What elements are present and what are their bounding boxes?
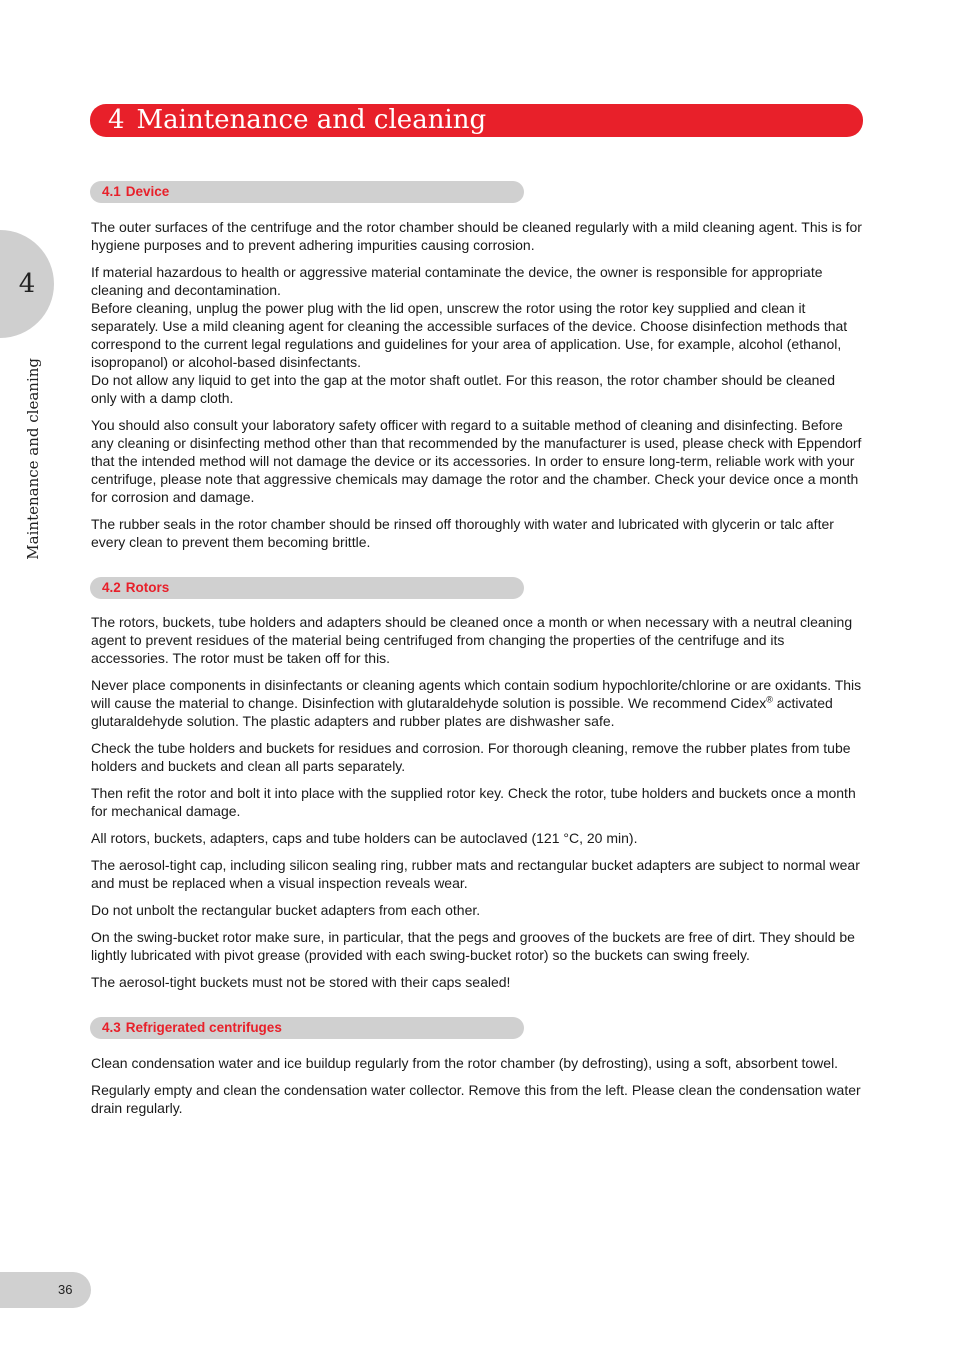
side-chapter-tab: [0, 230, 54, 338]
side-tab-number: 4: [18, 269, 36, 299]
registered-mark: ®: [766, 694, 773, 705]
paragraph: All rotors, buckets, adapters, caps and tube holders can be autoclaved (121 °C, 20 min).: [91, 830, 638, 846]
section-number: 4.3: [102, 1020, 121, 1035]
chapter-number: 4: [108, 105, 125, 135]
paragraph: On the swing-bucket rotor make sure, in particular, that the pegs and grooves of the buckets are free of dirt. They should be lightly lubricated with pivot grease (provided with each swing-bucket rotor) so the buckets can swing freely.: [91, 929, 855, 963]
section-title: [102, 577, 169, 599]
paragraph: If material hazardous to health or aggressive material contaminate the device, the owner is responsible for appropriate cleaning and decontamination.: [91, 264, 823, 298]
section-title: [102, 181, 169, 203]
section-title-text: Device: [125, 184, 170, 199]
paragraph: The outer surfaces of the centrifuge and the rotor chamber should be cleaned regularly with a mild cleaning agent. This is for hygiene purposes and to prevent adhering impurities causing corrosion.: [91, 219, 862, 253]
page-number-tab: [0, 1272, 91, 1308]
section-number: 4.1: [102, 184, 121, 199]
section-body-device: [91, 218, 863, 560]
chapter-title-text: Maintenance and cleaning: [136, 105, 487, 135]
paragraph: Do not unbolt the rectangular bucket adapters from each other.: [91, 902, 481, 918]
section-title: [102, 1017, 282, 1039]
chapter-title: [108, 104, 486, 137]
section-header-rotors: [90, 577, 524, 599]
side-chapter-label: Maintenance and cleaning: [24, 358, 42, 560]
paragraph: The aerosol-tight buckets must not be stored with their caps sealed!: [91, 974, 511, 990]
page-number: 36: [58, 1282, 73, 1297]
paragraph: The aerosol-tight cap, including silicon sealing ring, rubber mats and rectangular bucket adapters are subject to normal wear and must be replaced when a visual inspection reveals wear.: [91, 857, 860, 891]
paragraph: Do not allow any liquid to get into the gap at the motor shaft outlet. For this reason, the rotor chamber should be cleaned only with a damp cloth.: [91, 372, 835, 406]
paragraph: [91, 676, 863, 730]
paragraph-text: activated glutaraldehyde solution. The plastic adapters and rubber plates are dishwasher safe.: [91, 695, 833, 729]
paragraph: The rubber seals in the rotor chamber should be rinsed off thoroughly with water and lubricated with glycerin or talc after every clean to prevent them becoming brittle.: [91, 516, 834, 550]
paragraph-text: Never place components in disinfectants or cleaning agents which contain sodium hypochlorite/chlorine or are oxidants. This will cause the material to change. Disinfection with glutaraldehyde solution is possible. We recommend Cidex: [91, 677, 862, 711]
paragraph: The rotors, buckets, tube holders and adapters should be cleaned once a month or when necessary with a neutral cleaning agent to prevent residues of the material being centrifuged from changing the properties of the centrifuge and its accessories. The rotor must be taken off for this.: [91, 614, 853, 666]
section-body-rotors: [91, 613, 863, 1000]
section-title-text: Rotors: [125, 580, 170, 595]
paragraph: Check the tube holders and buckets for residues and corrosion. For thorough cleaning, remove the rubber plates from tube holders and buckets and clean all parts separately.: [91, 740, 851, 774]
section-number: 4.2: [102, 580, 121, 595]
paragraph: Regularly empty and clean the condensation water collector. Remove this from the left. Please clean the condensation water drain regularly.: [91, 1082, 861, 1116]
section-header-refrigerated-centrifuges: [90, 1017, 524, 1039]
section-header-device: [90, 181, 524, 203]
paragraph: You should also consult your laboratory safety officer with regard to a suitable method of cleaning and disinfecting. Before any cleaning or disinfecting method other than that recommended by the manufacturer is used, please check with Eppendorf that the intended method will not damage the device or its accessories. In order to ensure long-term, reliable work with your centrifuge, please note that aggressive chemicals may damage the rotor and the chamber. Check your device once a month for corrosion and damage.: [91, 417, 862, 505]
paragraph: Then refit the rotor and bolt it into place with the supplied rotor key. Check the rotor, tube holders and buckets once a month for mechanical damage.: [91, 785, 856, 819]
section-body-refrigerated-centrifuges: [91, 1054, 863, 1126]
section-title-text: Refrigerated centrifuges: [125, 1020, 282, 1035]
chapter-header-bar: [90, 104, 863, 137]
paragraph: Clean condensation water and ice buildup regularly from the rotor chamber (by defrosting), using a soft, absorbent towel.: [91, 1055, 839, 1071]
paragraph: Before cleaning, unplug the power plug with the lid open, unscrew the rotor using the rotor key supplied and clean it separately. Use a mild cleaning agent for cleaning the accessible surfaces of the device. Choose disinfection methods that correspond to the current legal regulations and guidelines for your area of application. Use, for example, alcohol (ethanol, isopropanol) or alcohol-based disinfectants.: [91, 300, 848, 370]
